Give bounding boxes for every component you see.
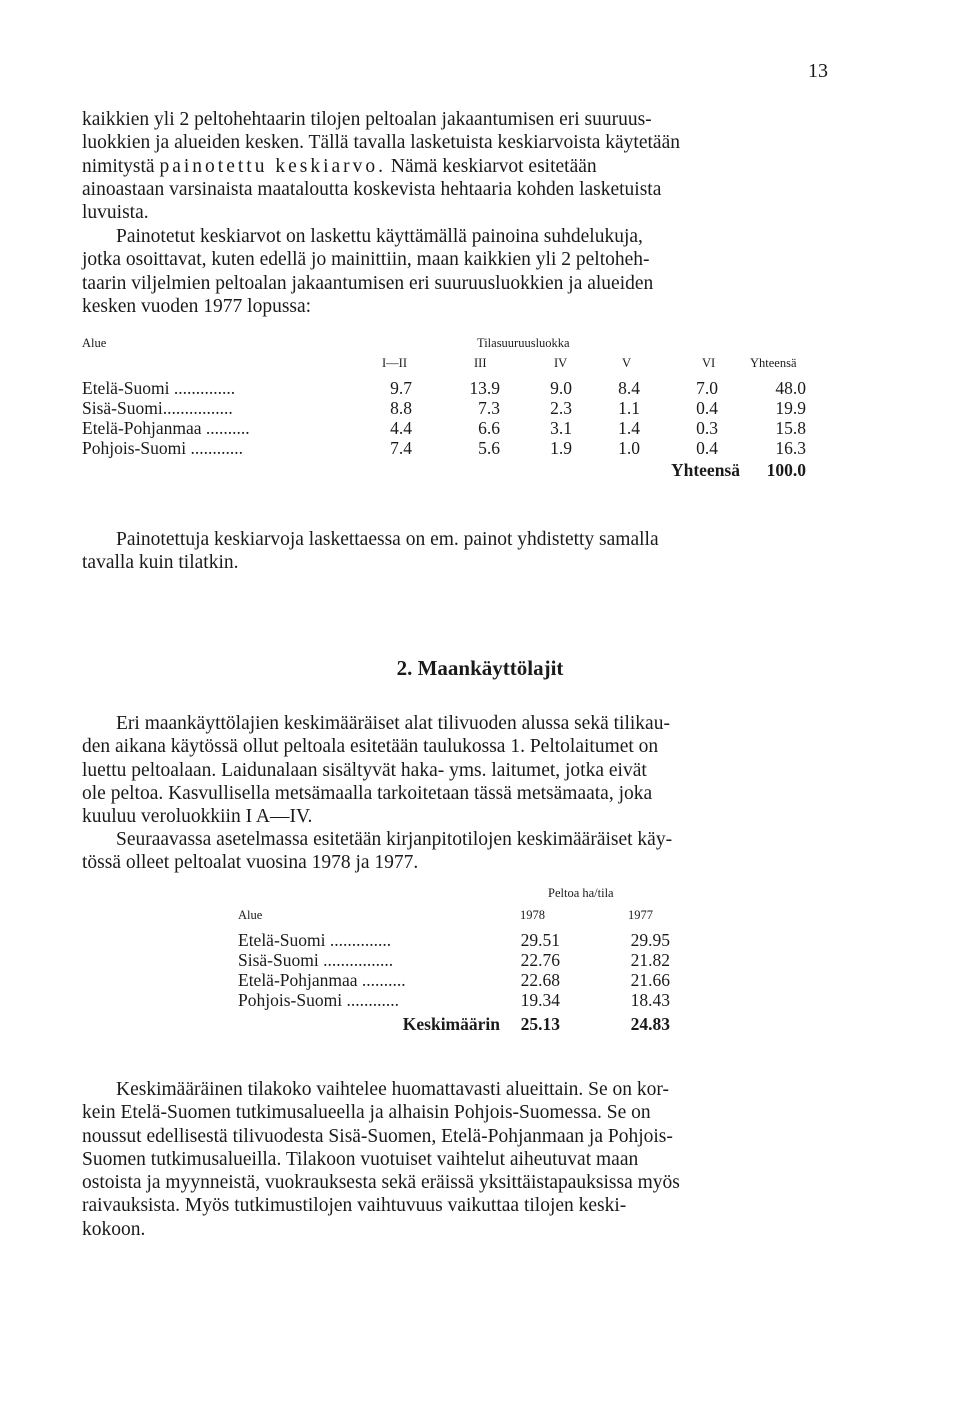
table-cell: 0.3 <box>696 418 718 438</box>
leader-dots: .............. <box>173 378 236 398</box>
row-label: Sisä-Suomi <box>82 398 163 418</box>
section-heading: 2. Maankäyttölajit <box>396 656 564 680</box>
table-row <box>82 418 836 438</box>
text-line: jotka osoittavat, kuten edellä jo mainittiin, maan kaikkien yli 2 peltoheh- <box>82 249 650 271</box>
table-cell: 4.4 <box>390 418 412 438</box>
text-line: Eri maankäyttölajien keskimääräiset alat tilivuoden alussa sekä tilikau- <box>116 713 670 734</box>
text-line: kokoon. <box>82 1218 146 1240</box>
table-cell: 22.68 <box>520 970 560 990</box>
row-label: Etelä-Pohjanmaa <box>82 418 202 438</box>
table-row <box>238 950 678 970</box>
intro-paragraph <box>82 108 830 224</box>
text-line: Painotetut keskiarvot on laskettu käyttämällä painoina suhdelukuja, <box>116 226 643 247</box>
total-value: 100.0 <box>766 460 806 480</box>
table-cell: 13.9 <box>469 378 500 398</box>
text-line: ole peltoa. Kasvullisella metsämaalla tarkoitetaan tässä metsämaata, joka <box>82 782 653 804</box>
row-label: Sisä-Suomi <box>238 950 319 970</box>
column-header: I—II <box>382 356 407 370</box>
table-group-header: Peltoa ha/tila <box>548 886 614 900</box>
leader-dots: .............. <box>329 930 392 950</box>
table-cell: 29.95 <box>630 930 670 950</box>
total-label: Yhteensä <box>670 460 740 480</box>
column-header: V <box>622 356 632 370</box>
text-line: kein Etelä-Suomen tutkimusalueella ja alhaisin Pohjois-Suomessa. Se on <box>82 1102 651 1124</box>
table-cell: 22.76 <box>520 950 560 970</box>
table-cell: 6.6 <box>478 418 500 438</box>
table-cell: 1.1 <box>618 398 640 418</box>
table-cell: 3.1 <box>550 418 572 438</box>
table-group-header: Tilasuuruusluokka <box>477 336 570 350</box>
text-line: ainoastaan varsinaista maataloutta koskevista hehtaaria kohden lasketuista <box>82 178 662 200</box>
table-cell: 21.66 <box>630 970 670 990</box>
text-line: tavalla kuin tilatkin. <box>82 552 239 574</box>
text-line: luokkien ja alueiden kesken. Tällä tavalla lasketuista keskiarvoista käytetään <box>82 132 680 154</box>
land-use-paragraph <box>82 712 830 828</box>
table-cell: 1.0 <box>618 438 640 458</box>
weights-note-paragraph <box>82 528 830 575</box>
table-cell: 29.51 <box>520 930 560 950</box>
text-line: Seuraavassa asetelmassa esitetään kirjanpitotilojen keskimääräiset käy- <box>116 829 673 850</box>
total-value: 25.13 <box>520 1014 560 1034</box>
leader-dots: .......... <box>361 970 406 990</box>
text-line: Suomen tutkimusalueilla. Tilakoon vuotuiset vaihtelut aiheutuvat maan <box>82 1148 639 1170</box>
text-line: kesken vuoden 1977 lopussa: <box>82 295 312 317</box>
table-row <box>238 930 678 950</box>
column-header: VI <box>702 356 716 370</box>
table-cell: 5.6 <box>478 438 500 458</box>
column-header: IV <box>554 356 568 370</box>
text-line: noussut edellisestä tilivuodesta Sisä-Suomen, Etelä-Pohjanmaan ja Pohjois- <box>82 1125 673 1147</box>
table-total-row <box>82 460 836 480</box>
column-header: III <box>474 356 487 370</box>
table-cell: 8.4 <box>618 378 640 398</box>
text-line: luettu peltoalaan. Laidunalaan sisältyvät haka- yms. laitumet, jotka eivät <box>82 759 647 781</box>
table-cell: 48.0 <box>775 378 806 398</box>
table-cell: 0.4 <box>696 398 718 418</box>
table-cell: 7.4 <box>390 438 412 458</box>
emphasis-spaced-text: painotettu keskiarvo. <box>159 155 387 177</box>
table-cell: 1.9 <box>550 438 572 458</box>
leader-dots: .......... <box>205 418 250 438</box>
table-cell: 7.0 <box>696 378 718 398</box>
page-number: 13 <box>808 60 828 82</box>
table-cell: 16.3 <box>775 438 806 458</box>
table-header-alue: Alue <box>238 908 263 922</box>
table-cell: 18.43 <box>630 990 670 1010</box>
table-cell: 0.4 <box>696 438 718 458</box>
text-line: nimitystä painotettu keskiarvo. Nämä keskiarvot esitetään <box>82 155 597 177</box>
table-row <box>238 970 678 990</box>
table-cell: 8.8 <box>390 398 412 418</box>
farm-size-paragraph <box>82 1078 830 1241</box>
text-line: den aikana käytössä ollut peltoala esitetään taulukossa 1. Peltolaitumet on <box>82 736 659 758</box>
text-line: Painotettuja keskiarvoja laskettaessa on em. painot yhdistetty samalla <box>116 529 659 550</box>
table-cell: 9.0 <box>550 378 572 398</box>
row-label: Etelä-Suomi <box>238 930 326 950</box>
table-row <box>82 378 836 398</box>
table-row <box>82 398 836 418</box>
table-header-alue: Alue <box>82 336 107 350</box>
table-cell: 15.8 <box>775 418 806 438</box>
table-row <box>82 438 836 458</box>
text-line: Keskimääräinen tilakoko vaihtelee huomattavasti alueittain. Se on kor- <box>116 1079 670 1100</box>
table-cell: 2.3 <box>550 398 572 418</box>
row-label: Pohjois-Suomi <box>238 990 343 1010</box>
table-cell: 7.3 <box>478 398 500 418</box>
column-header: 1977 <box>628 908 653 922</box>
text-line: luvuista. <box>82 202 149 224</box>
field-area-intro-paragraph <box>82 828 830 875</box>
weights-paragraph <box>82 225 830 318</box>
table-cell: 21.82 <box>630 950 670 970</box>
table-total-row <box>238 1014 678 1034</box>
row-label: Etelä-Suomi <box>82 378 170 398</box>
text-line: kuuluu veroluokkiin I A—IV. <box>82 806 313 828</box>
text-line: tössä olleet peltoalat vuosina 1978 ja 1977. <box>82 852 419 874</box>
leader-dots: ............ <box>346 990 399 1010</box>
column-header: 1978 <box>520 908 545 922</box>
table-cell: 19.9 <box>775 398 806 418</box>
row-label: Pohjois-Suomi <box>82 438 187 458</box>
table-row <box>238 990 678 1010</box>
row-label: Etelä-Pohjanmaa <box>238 970 358 990</box>
total-label: Keskimäärin <box>402 1014 500 1034</box>
table-cell: 19.34 <box>520 990 560 1010</box>
leader-dots: ............ <box>190 438 243 458</box>
table-cell: 1.4 <box>618 418 640 438</box>
text-line: taarin viljelmien peltoalan jakaantumisen eri suuruusluokkien ja alueiden <box>82 272 654 294</box>
column-header: Yhteensä <box>750 356 797 370</box>
text-line: ostoista ja myynneistä, vuokrauksesta sekä eräissä yksittäistapauksissa myös <box>82 1172 680 1194</box>
table-cell: 9.7 <box>390 378 412 398</box>
total-value: 24.83 <box>630 1014 670 1034</box>
leader-dots: ................ <box>323 950 394 970</box>
leader-dots: ................ <box>162 398 233 418</box>
text-line: raivauksista. Myös tutkimustilojen vaihtuvuus vaikuttaa tilojen keski- <box>82 1195 627 1217</box>
text-line: kaikkien yli 2 peltohehtaarin tilojen peltoalan jakaantumisen eri suuruus- <box>82 109 652 130</box>
